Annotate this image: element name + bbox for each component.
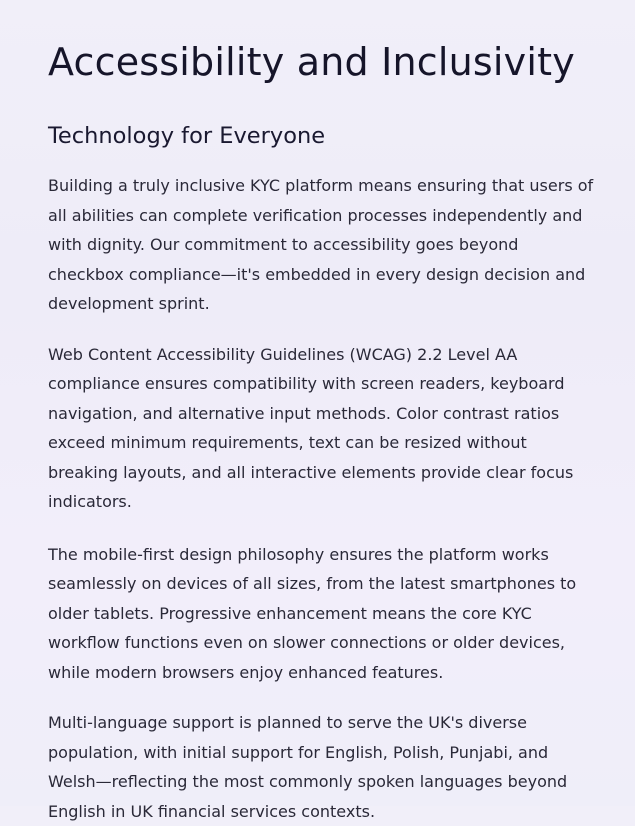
page-title: Accessibility and Inclusivity bbox=[48, 40, 575, 84]
section-title: Technology for Everyone bbox=[48, 123, 326, 149]
paragraph-inclusive-platform: Building a truly inclusive KYC platform means ensuring that users of all abilities can complete verification processes independently and with dignity. Our commitment to accessibility goes beyond checkbox compliance—it's embedded in every design decision and development sprint. bbox=[48, 176, 594, 313]
paragraph-multi-language: Multi-language support is planned to serve the UK's diverse population, with initial support for English, Polish, Punjabi, and Welsh—reflecting the most commonly spoken languages beyond English in UK financial services contexts. bbox=[48, 713, 568, 821]
paragraph-wcag-compliance: Web Content Accessibility Guidelines (WCAG) 2.2 Level AA compliance ensures compatibility with screen readers, keyboard navigation, and alternative input methods. Color contrast ratios exceed minimum requirements, text can be resized without breaking layouts, and all interactive elements provide clear focus indicators. bbox=[48, 344, 574, 511]
paragraph-mobile-first: The mobile-first design philosophy ensures the platform works seamlessly on devices of all sizes, from the latest smartphones to older tablets. Progressive enhancement means the core KYC workflow functions even on slower connections or older devices, while modern browsers enjoy enhanced features. bbox=[48, 544, 577, 682]
